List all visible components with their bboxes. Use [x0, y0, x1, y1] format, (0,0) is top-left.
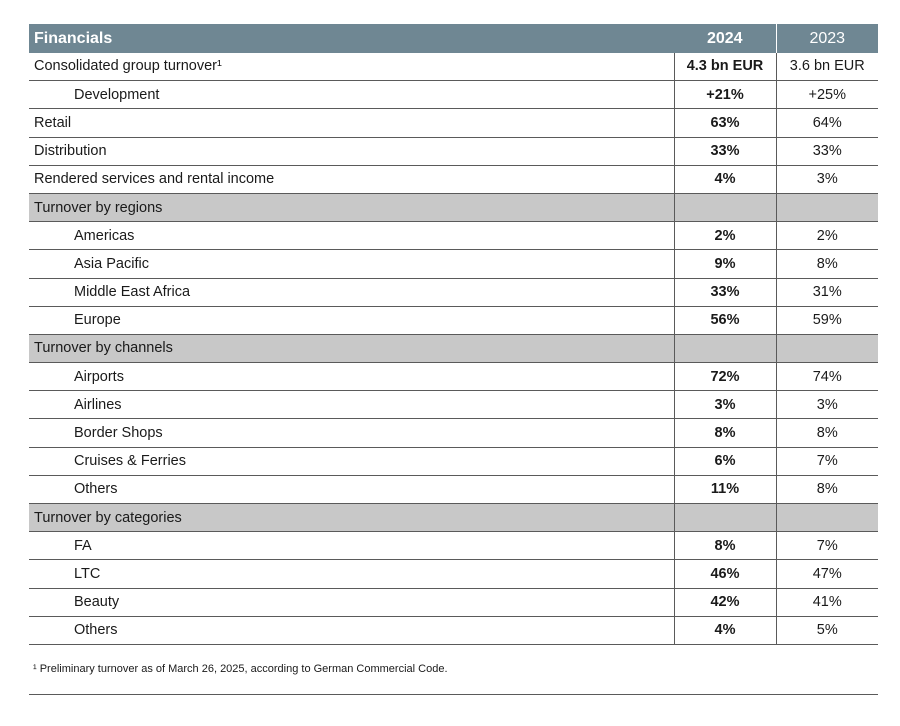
value-2024: 42%	[674, 588, 776, 616]
row-label: Middle East Africa	[29, 278, 674, 306]
row-label: LTC	[29, 560, 674, 588]
header-financials: Financials	[29, 25, 674, 53]
value-2024: 8%	[674, 419, 776, 447]
table-row	[29, 616, 878, 644]
table-row	[29, 165, 878, 193]
table-row	[29, 53, 878, 81]
value-2023: 59%	[776, 306, 878, 334]
row-label: Development	[29, 81, 674, 109]
header-2023: 2023	[776, 25, 878, 53]
section-label: Turnover by channels	[29, 334, 674, 362]
value-2024: 8%	[674, 532, 776, 560]
table-row	[29, 391, 878, 419]
section-label: Turnover by categories	[29, 504, 674, 532]
value-2023: 64%	[776, 109, 878, 137]
row-label: Retail	[29, 109, 674, 137]
row-label: Consolidated group turnover¹	[29, 53, 674, 81]
value-2023: 3%	[776, 165, 878, 193]
row-label: Distribution	[29, 137, 674, 165]
value-2024: 56%	[674, 306, 776, 334]
row-label: Border Shops	[29, 419, 674, 447]
row-label: FA	[29, 532, 674, 560]
value-2023: 3%	[776, 391, 878, 419]
value-2023: 33%	[776, 137, 878, 165]
row-label: Beauty	[29, 588, 674, 616]
row-label: Airports	[29, 363, 674, 391]
value-2024: 3%	[674, 391, 776, 419]
table-row	[29, 419, 878, 447]
value-2023: 41%	[776, 588, 878, 616]
row-label: Asia Pacific	[29, 250, 674, 278]
table-row	[29, 137, 878, 165]
bottom-divider	[29, 694, 878, 695]
footnote: ¹ Preliminary turnover as of March 26, 2025, according to German Commercial Code.	[33, 663, 448, 675]
header-2024: 2024	[674, 25, 776, 53]
value-2023: 5%	[776, 616, 878, 644]
table-row	[29, 475, 878, 503]
table-row	[29, 81, 878, 109]
row-label: Europe	[29, 306, 674, 334]
value-2024: 4%	[674, 165, 776, 193]
value-2024: +21%	[674, 81, 776, 109]
value-2024	[674, 334, 776, 362]
table-body	[29, 53, 878, 645]
value-2024: 63%	[674, 109, 776, 137]
table-row	[29, 588, 878, 616]
table-row	[29, 222, 878, 250]
table-row	[29, 278, 878, 306]
table-row	[29, 306, 878, 334]
row-label: Airlines	[29, 391, 674, 419]
value-2023: 74%	[776, 363, 878, 391]
value-2024: 4%	[674, 616, 776, 644]
section-label: Turnover by regions	[29, 193, 674, 221]
row-label: Others	[29, 616, 674, 644]
value-2023: +25%	[776, 81, 878, 109]
value-2023: 31%	[776, 278, 878, 306]
value-2024: 33%	[674, 137, 776, 165]
section-row	[29, 193, 878, 221]
table-row	[29, 363, 878, 391]
row-label: Americas	[29, 222, 674, 250]
value-2024: 46%	[674, 560, 776, 588]
value-2024: 72%	[674, 363, 776, 391]
value-2024: 2%	[674, 222, 776, 250]
table-row	[29, 532, 878, 560]
value-2024	[674, 504, 776, 532]
value-2023: 8%	[776, 475, 878, 503]
row-label: Rendered services and rental income	[29, 165, 674, 193]
section-row	[29, 334, 878, 362]
value-2023: 2%	[776, 222, 878, 250]
table-row	[29, 109, 878, 137]
table-row	[29, 250, 878, 278]
value-2024: 11%	[674, 475, 776, 503]
value-2024: 9%	[674, 250, 776, 278]
value-2023: 3.6 bn EUR	[776, 53, 878, 81]
value-2023: 47%	[776, 560, 878, 588]
value-2023	[776, 334, 878, 362]
value-2023	[776, 193, 878, 221]
table-header-row	[29, 25, 878, 53]
row-label: Others	[29, 475, 674, 503]
value-2024: 33%	[674, 278, 776, 306]
value-2023: 8%	[776, 250, 878, 278]
value-2023: 7%	[776, 532, 878, 560]
value-2023	[776, 504, 878, 532]
value-2024: 4.3 bn EUR	[674, 53, 776, 81]
table-row	[29, 447, 878, 475]
row-label: Cruises & Ferries	[29, 447, 674, 475]
financials-sheet	[29, 24, 878, 645]
section-row	[29, 504, 878, 532]
financials-table	[29, 24, 878, 645]
value-2023: 7%	[776, 447, 878, 475]
table-row	[29, 560, 878, 588]
value-2023: 8%	[776, 419, 878, 447]
value-2024	[674, 193, 776, 221]
value-2024: 6%	[674, 447, 776, 475]
